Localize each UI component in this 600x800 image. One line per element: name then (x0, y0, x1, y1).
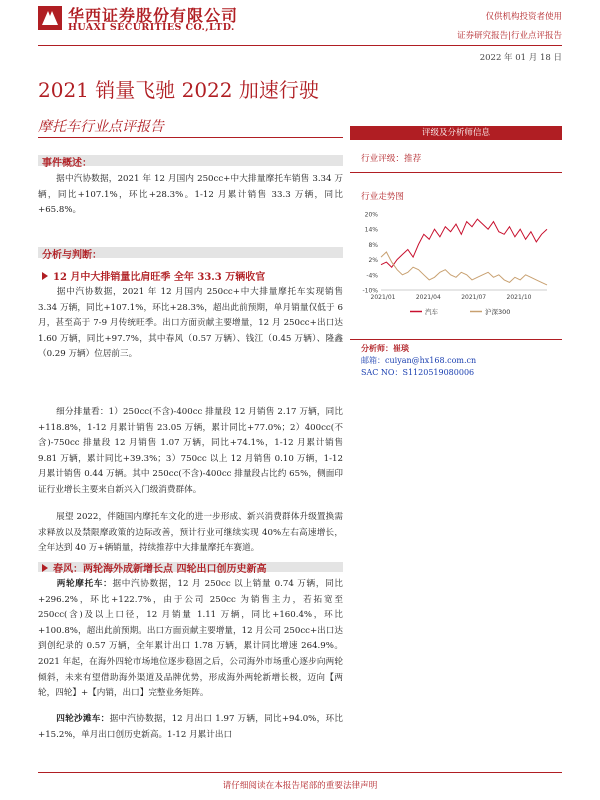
company-name-en: HUAXI SECURITIES CO.,LTD. (68, 22, 235, 33)
series-line-2 (381, 252, 547, 285)
footer-divider (38, 772, 562, 773)
bullet2-para2: 四轮沙滩车：据中汽协数据，12 月出口 1.97 万辆，同比+94.0%，环比+15.2%，单月出口创历史新高。1-12 月累计出口 (38, 714, 343, 740)
sidebar-divider-2 (350, 339, 562, 340)
event-title: 事件概述： (42, 158, 92, 169)
bullet1-para3: 展望 2022，伴随国内摩托车文化的进一步形成、新兴消费群体升级置换需求释放以及禁限摩政策的边际改善，预计行业可继续实现 40%左右高速增长，全年达到 40 万+辆销量，持续推荐中大排量摩托车赛道。 (38, 512, 343, 554)
bullet1-heading: 12 月中大排销量比肩旺季 全年 33.3 万辆收官 (42, 268, 265, 283)
bullet-triangle-icon (42, 564, 48, 572)
header-divider (38, 45, 562, 46)
analyst-email[interactable]: 邮箱：cuiyan@hx168.com.cn (361, 356, 477, 365)
y-tick-label: 20% (364, 211, 378, 219)
bullet2-para1: 两轮摩托车：据中汽协数据，12 月 250cc 以上销量 0.74 万辆，同比+296.2%，环比+122.7%，由于公司 250cc 为销售主力，若拓宽至 250cc(含)及以上口径，12 月销量 1.11 万辆，同比+160.4%，环比+100.8%，超出此前预期。出口方面贡献主要增量，12 月公司 250cc+出口达到创纪录的 0.57 万辆，全年累计出口 1.78 万辆，累计同比增速 264.9%。2021 年起，在海外四轮市场地位逐步稳固之后，公司海外市场重心逐步向两轮倾斜，未来有望借助海外渠道及品牌优势，形成海外两轮新增长极，迈向【两轮，四轮】+【内销，出口】完整业务矩阵。 (38, 579, 343, 699)
y-tick-label: 14% (364, 226, 378, 234)
y-tick-label: -4% (366, 272, 378, 280)
bullet-triangle-icon (42, 272, 48, 280)
y-tick-label: 8% (368, 241, 378, 249)
analyst-name: 分析师：崔琰 (361, 343, 409, 353)
x-tick-label: 2021/07 (461, 294, 487, 301)
sidebar-header: 评级及分析师信息 (350, 126, 562, 140)
legend-label: 汽车 (425, 308, 438, 316)
report-subtitle: 摩托车行业点评报告 (38, 119, 164, 135)
report-date: 2022 年 01 月 18 日 (479, 53, 562, 63)
legend-label: 沪深300 (485, 308, 511, 316)
x-tick-label: 2021/04 (415, 294, 441, 301)
audience-note: 仅供机构投资者使用 (485, 12, 562, 22)
y-tick-label: -10% (362, 287, 378, 295)
bullet1-para2: 细分排量看：1）250cc(不含)-400cc 排量段 12 月销售 2.17 万辆，同比+118.8%，1-12 月累计销售 23.05 万辆，累计同比+77.0%；2）400cc(不含)-750cc 排量段 12 月销售 1.07 万辆，同比+74.1%，1-12 月累计销售 9.81 万辆，累计同比+39.3%；3）750cc 以上 12 月销售 0.10 万辆，1-12 月累计销售 0.44 万辆。其中 250cc(不含)-400cc 排量段占比约 65%，侧面印证行业增长主要来自新兴入门级消费群体。 (38, 407, 343, 495)
subtitle-divider (38, 137, 343, 138)
industry-rating: 行业评级：推荐 (361, 154, 422, 164)
series-line-1 (381, 219, 547, 267)
bullet1-para1: 据中汽协数据，2021 年 12 月国内 250cc+中大排量摩托车实现销售 3.34 万辆，同比+107.1%，环比+28.3%，超出此前预期，单月销量仅低于 6 月，甚至高于 7-9 月传统旺季。出口方面贡献主要增量，12 月 250cc+出口达 1.60 万辆，同比+97.7%，其中春风（0.57 万辆）、钱江（0.45 万辆）、隆鑫（0.29 万辆）位居前三。 (38, 287, 343, 360)
industry-trend-chart (355, 208, 555, 323)
page-title: 2021 销量飞驰 2022 加速行驶 (38, 78, 319, 102)
bullet2-heading: 春风：两轮海外成新增长点 四轮出口创历史新高 (42, 560, 266, 575)
analyst-sac: SAC NO：S1120519080006 (361, 368, 475, 377)
huaxi-logo-icon (38, 6, 62, 30)
y-tick-label: 2% (368, 257, 378, 265)
legal-footer: 请仔细阅读在本报告尾部的重要法律声明 (222, 781, 378, 791)
x-tick-label: 2021/01 (370, 294, 396, 301)
x-tick-label: 2021/10 (506, 294, 532, 301)
trend-label: 行业走势图 (361, 192, 404, 202)
event-text: 据中汽协数据，2021 年 12 月国内 250cc+中大排量摩托车销售 3.34 万辆，同比+107.1%，环比+28.3%。1-12 月累计销售 33.3 万辆，同比+65.8%。 (38, 174, 343, 216)
analysis-title: 分析与判断： (42, 250, 102, 261)
company-name-cn: 华西证券股份有限公司 (68, 6, 239, 25)
report-type: 证券研究报告|行业点评报告 (457, 31, 562, 41)
sidebar-divider (350, 172, 562, 173)
